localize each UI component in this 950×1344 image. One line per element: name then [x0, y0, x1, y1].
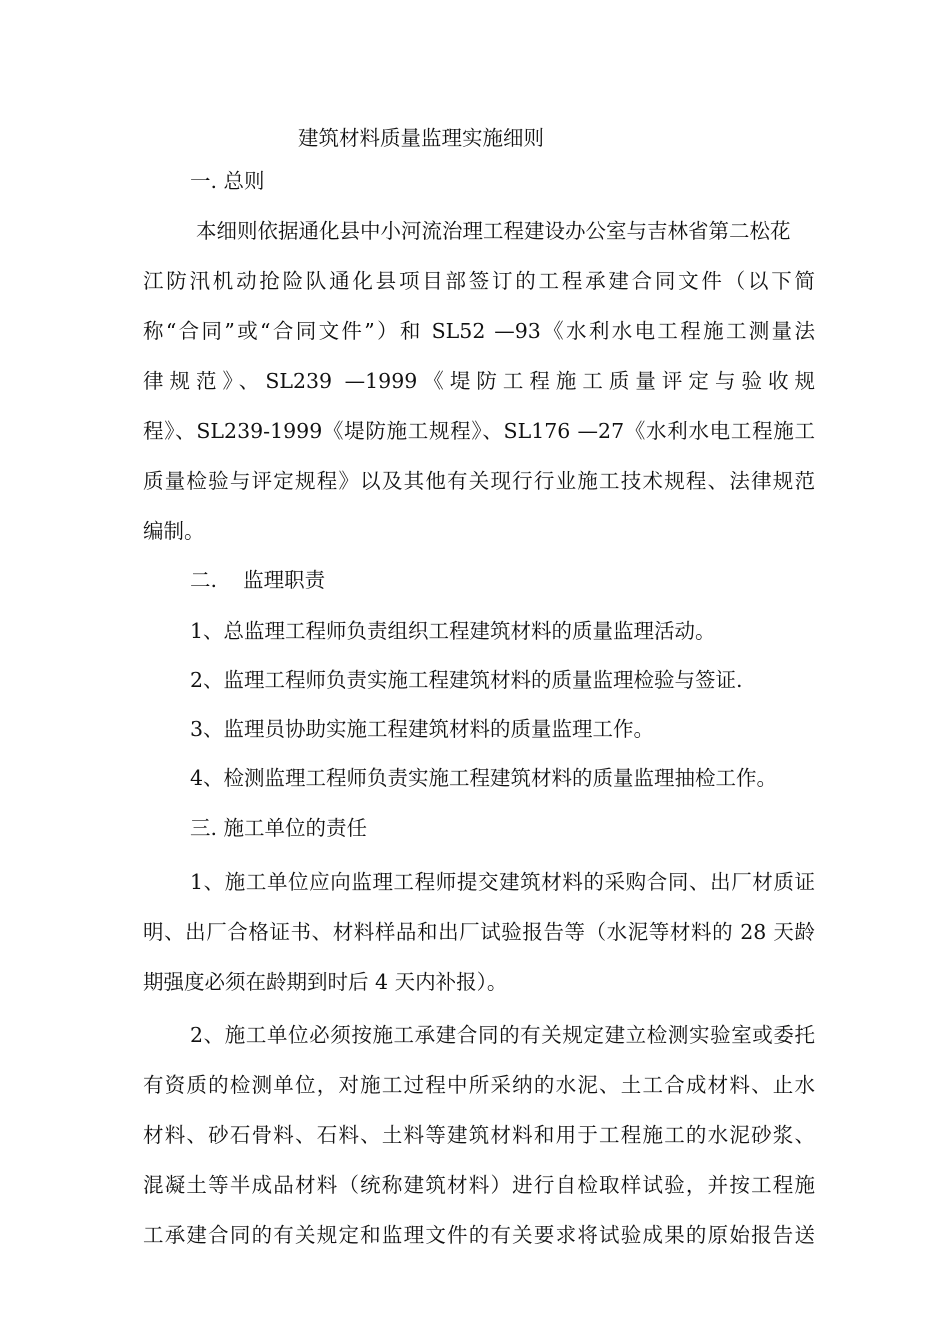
paragraph-line: 期强度必须在龄期到时后 4 天内补报）。: [143, 970, 508, 994]
paragraph-line: 律规范》、SL239 —1999《堤防工程施工质量评定与验收规: [143, 369, 815, 393]
paragraph-line: 有资质的检测单位，对施工过程中所采纳的水泥、土工合成材料、止水: [143, 1073, 815, 1097]
paragraph-line: 1、施工单位应向监理工程师提交建筑材料的采购合同、出厂材质证: [190, 870, 815, 894]
paragraph-line: 称“合同”或“合同文件”）和 SL52 —93《水利水电工程施工测量法: [143, 319, 815, 343]
paragraph-line: 明、出厂合格证书、材料样品和出厂试验报告等（水泥等材料的 28 天龄: [143, 920, 815, 944]
paragraph-line: 本细则依据通化县中小河流治理工程建设办公室与吉林省第二松花: [196, 219, 791, 243]
paragraph-line: 江防汛机动抢险队通化县项目部签订的工程承建合同文件（以下简: [143, 269, 815, 293]
document-title: 建筑材料质量监理实施细则: [298, 126, 544, 150]
paragraph-line: 程》、SL239-1999《堤防施工规程》、SL176 —27《水利水电工程施工: [143, 419, 815, 443]
paragraph-line: 材料、砂石骨料、石料、土料等建筑材料和用于工程施工的水泥砂浆、: [143, 1123, 815, 1147]
paragraph-line: 编制。: [143, 519, 205, 543]
list-item: 2、监理工程师负责实施工程建筑材料的质量监理检验与签证.: [190, 668, 743, 692]
paragraph-line: 工承建合同的有关规定和监理文件的有关要求将试验成果的原始报告送: [143, 1223, 815, 1247]
paragraph-line: 混凝土等半成品材料（统称建筑材料）进行自检取样试验，并按工程施: [143, 1173, 815, 1197]
section-heading-general: 一. 总则: [190, 169, 265, 193]
section-heading-contractor: 三. 施工单位的责任: [190, 816, 368, 840]
section-heading-duties: 二. 监理职责: [190, 568, 326, 592]
list-item: 3、监理员协助实施工程建筑材料的质量监理工作。: [190, 717, 655, 741]
list-item: 1、总监理工程师负责组织工程建筑材料的质量监理活动。: [190, 619, 716, 643]
list-item: 4、检测监理工程师负责实施工程建筑材料的质量监理抽检工作。: [190, 766, 778, 790]
paragraph-line: 2、施工单位必须按施工承建合同的有关规定建立检测实验室或委托: [190, 1023, 815, 1047]
paragraph-line: 质量检验与评定规程》以及其他有关现行行业施工技术规程、法律规范: [143, 469, 815, 493]
